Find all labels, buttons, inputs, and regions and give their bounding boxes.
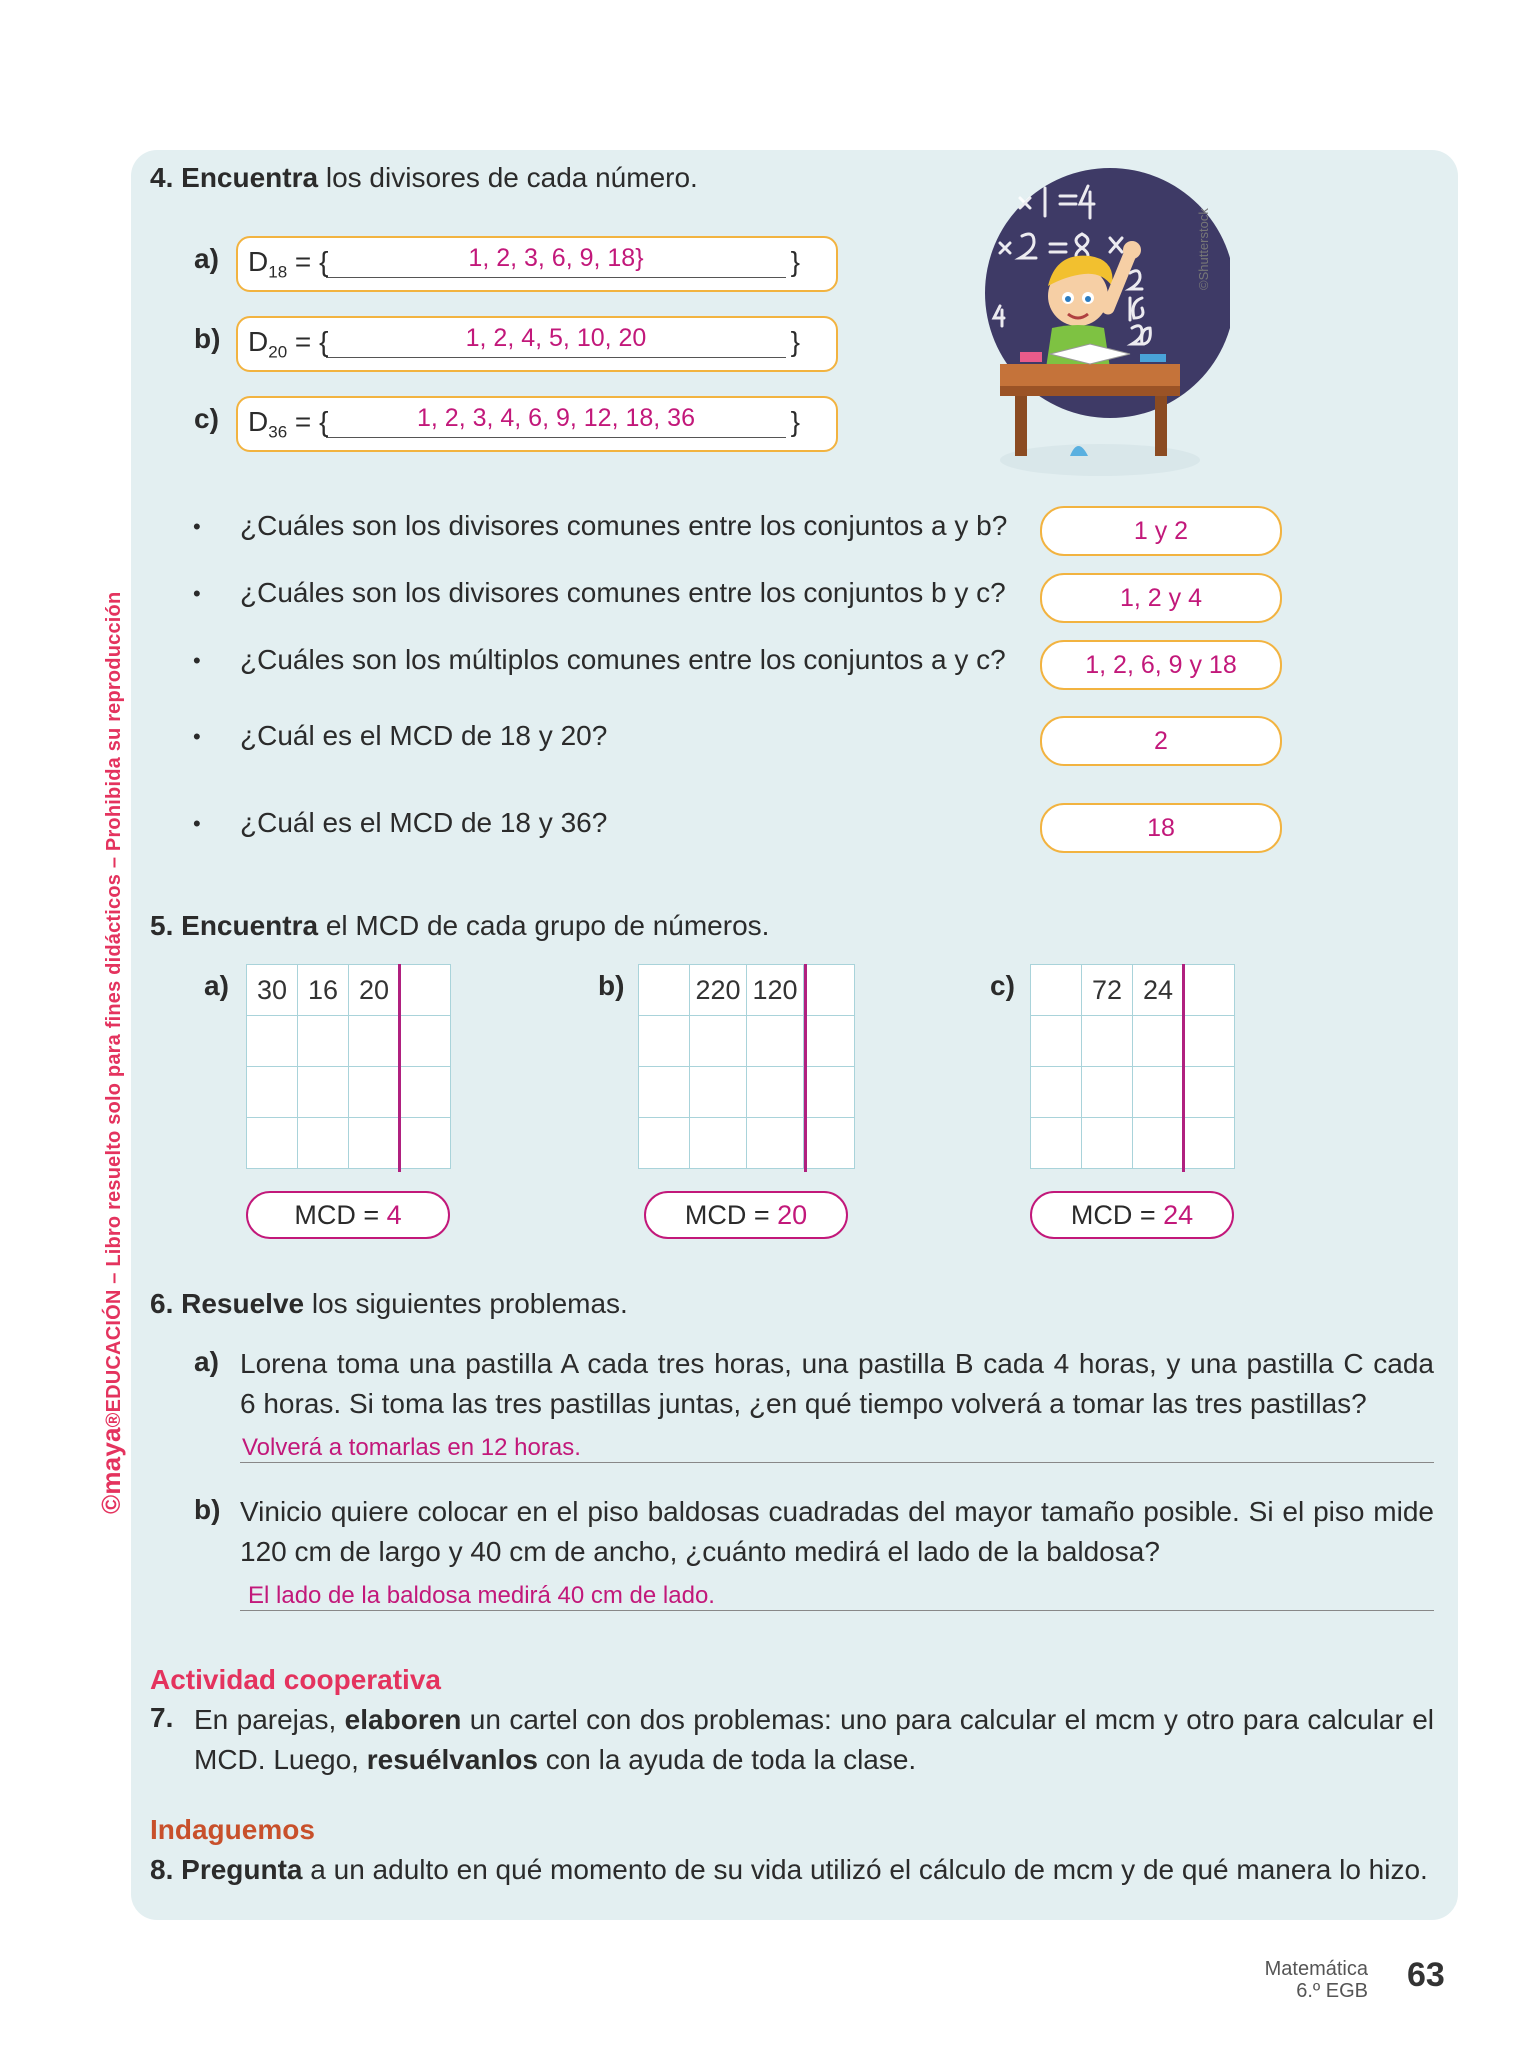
coop-line1: En parejas, elaboren un cartel con dos problemas: uno para calcular el mcm y otro para calcular el <box>194 1704 1435 1735</box>
inda-instruction: a un adulto en qué momento de su vida utilizó el cálculo de mcm y de qué manera lo hizo. <box>302 1854 1428 1885</box>
grid-b-cell[interactable]: 220 <box>690 965 747 1016</box>
mcd-a-value: 4 <box>386 1200 402 1230</box>
mcd-c-label: MCD = <box>1070 1200 1164 1230</box>
grid-cell[interactable] <box>298 1016 349 1067</box>
set-a-line <box>326 277 786 278</box>
grid-b[interactable] <box>638 964 855 1169</box>
grid-c[interactable] <box>1030 964 1235 1169</box>
brand-logo: ©maya <box>96 1427 126 1514</box>
ex5-instruction: el MCD de cada grupo de números. <box>318 910 770 941</box>
grid-cell[interactable] <box>639 1118 690 1169</box>
grid-a-letter: a) <box>204 970 229 1001</box>
question-3: ¿Cuáles son los múltiplos comunes entre los conjuntos a y c? <box>240 644 1006 675</box>
problem-a-answer-line <box>240 1462 1434 1463</box>
footer-subject: Matemática <box>1264 1958 1368 1980</box>
problem-b-letter: b) <box>194 1494 221 1525</box>
answer-5-field[interactable]: 18 <box>1040 803 1282 853</box>
grid-cell[interactable] <box>639 1067 690 1118</box>
grid-c-cell[interactable]: 72 <box>1082 965 1133 1016</box>
grid-a-divider <box>398 964 401 1172</box>
question-2: ¿Cuáles son los divisores comunes entre los conjuntos b y c? <box>240 577 1006 608</box>
problem-a-line1: Lorena toma una pastilla A cada tres horas, una pastilla B cada 4 horas, y una pastilla C cada <box>240 1348 1434 1379</box>
answer-1-field[interactable]: 1 y 2 <box>1040 506 1282 556</box>
grid-cell[interactable] <box>400 1118 451 1169</box>
grid-cell[interactable] <box>1184 1118 1235 1169</box>
mcd-a-label: MCD = <box>294 1200 387 1230</box>
set-b-field[interactable] <box>236 316 838 372</box>
inda-heading: Indaguemos <box>150 1814 315 1845</box>
set-a-label: $D_{18}$ = { <box>248 246 329 282</box>
problem-a-letter: a) <box>194 1346 219 1377</box>
question-4: ¿Cuál es el MCD de 18 y 20? <box>240 720 608 751</box>
mcd-c-field[interactable] <box>1030 1191 1234 1239</box>
grid-cell[interactable] <box>690 1067 747 1118</box>
page-number: 63 <box>1407 1956 1445 1994</box>
bullet: • <box>193 514 201 539</box>
ex4-instruction: los divisores de cada número. <box>318 162 698 193</box>
set-a-answer: 1, 2, 3, 6, 9, 18} <box>468 244 644 272</box>
set-c-line <box>326 437 786 438</box>
grid-cell[interactable] <box>1184 1016 1235 1067</box>
ex6-heading <box>150 1286 628 1322</box>
grid-c-cell[interactable] <box>1031 965 1082 1016</box>
grid-cell[interactable] <box>1082 1016 1133 1067</box>
grid-cell[interactable] <box>639 1016 690 1067</box>
problem-b-line1: Vinicio quiere colocar en el piso baldosas cuadradas del mayor tamaño posible. Si el piso mide <box>240 1496 1434 1527</box>
ex5-verb: Encuentra <box>181 910 319 941</box>
set-b-answer: 1, 2, 4, 5, 10, 20 <box>465 324 647 352</box>
ex5-heading <box>150 908 769 944</box>
grid-b-letter: b) <box>598 970 625 1001</box>
coop-line2: MCD. Luego, resuélvanlos con la ayuda de toda la clase. <box>194 1744 917 1775</box>
grid-b-divider <box>804 964 807 1172</box>
grid-cell[interactable] <box>690 1016 747 1067</box>
inda-line <box>150 1852 1428 1888</box>
bullet: • <box>193 648 201 673</box>
ex6-number: 6. <box>150 1288 174 1319</box>
grid-cell[interactable] <box>1031 1118 1082 1169</box>
mcd-b-label: MCD = <box>684 1200 778 1230</box>
footer-grade: 6.º EGB <box>1296 1980 1368 2002</box>
set-b-label: $D_{20}$ = { <box>248 326 329 362</box>
set-c-answer: 1, 2, 3, 4, 6, 9, 12, 18, 36 <box>417 404 695 432</box>
set-b-close: } <box>790 326 800 357</box>
grid-a[interactable] <box>246 964 451 1169</box>
set-a-letter: a) <box>194 243 219 274</box>
grid-a-cell[interactable]: 16 <box>298 965 349 1016</box>
ex6-verb: Resuelve <box>181 1288 305 1319</box>
question-1: ¿Cuáles son los divisores comunes entre los conjuntos a y b? <box>240 510 1008 541</box>
grid-cell[interactable] <box>747 1118 804 1169</box>
grid-cell[interactable] <box>690 1118 747 1169</box>
side-copyright <box>96 592 127 1514</box>
grid-cell[interactable] <box>247 1016 298 1067</box>
set-c-label: $D_{36}$ = { <box>248 406 329 442</box>
grid-cell[interactable] <box>804 1016 855 1067</box>
side-copyright-text: ®EDUCACIÓN – Libro resuelto solo para fines didácticos – Prohibida su reproducción <box>103 591 125 1428</box>
grid-b-cell[interactable] <box>639 965 690 1016</box>
ex4-number: 4. <box>150 162 174 193</box>
grid-a-cell[interactable] <box>400 965 451 1016</box>
grid-cell[interactable] <box>298 1118 349 1169</box>
set-a-field[interactable] <box>236 236 838 292</box>
grid-cell[interactable] <box>247 1118 298 1169</box>
bullet: • <box>193 581 201 606</box>
ex5-number: 5. <box>150 910 174 941</box>
grid-cell[interactable] <box>349 1016 400 1067</box>
problem-b-answer-line <box>240 1610 1434 1611</box>
grid-cell[interactable] <box>747 1016 804 1067</box>
question-5: ¿Cuál es el MCD de 18 y 36? <box>240 807 608 838</box>
problem-a-line2: 6 horas. Si toma las tres pastillas juntas, ¿en qué tiempo volverá a tomar las tres pastillas? <box>240 1388 1367 1419</box>
bullet: • <box>193 811 201 836</box>
grid-cell[interactable] <box>1133 1016 1184 1067</box>
grid-cell[interactable] <box>400 1067 451 1118</box>
grid-cell[interactable] <box>1082 1067 1133 1118</box>
grid-a-cell[interactable]: 30 <box>247 965 298 1016</box>
coop-number: 7. <box>150 1702 174 1733</box>
grid-b-cell[interactable] <box>804 965 855 1016</box>
grid-cell[interactable] <box>298 1067 349 1118</box>
grid-c-letter: c) <box>990 970 1015 1001</box>
image-credit <box>1196 180 1216 290</box>
inda-number: 8. <box>150 1854 174 1885</box>
grid-b-cell[interactable]: 120 <box>747 965 804 1016</box>
grid-cell[interactable] <box>804 1067 855 1118</box>
ex4-heading <box>150 160 698 196</box>
set-b-letter: b) <box>194 323 221 354</box>
answer-4-field[interactable]: 2 <box>1040 716 1282 766</box>
set-c-field[interactable] <box>236 396 838 452</box>
grid-cell[interactable] <box>1184 1067 1235 1118</box>
mcd-a-field[interactable] <box>246 1191 450 1239</box>
image-credit-text: ©Shutterstock <box>1196 208 1211 290</box>
grid-cell[interactable] <box>747 1067 804 1118</box>
set-b-line <box>326 357 786 358</box>
set-c-letter: c) <box>194 403 219 434</box>
problem-a-answer[interactable]: Volverá a tomarlas en 12 horas. <box>242 1434 581 1461</box>
ex4-verb: Encuentra <box>181 162 319 193</box>
coop-heading: Actividad cooperativa <box>150 1664 441 1695</box>
mcd-b-field[interactable] <box>644 1191 848 1239</box>
set-c-close: } <box>790 406 800 437</box>
grid-cell[interactable] <box>400 1016 451 1067</box>
student-illustration <box>960 168 1230 478</box>
grid-cell[interactable] <box>1082 1118 1133 1169</box>
problem-b-answer[interactable]: El lado de la baldosa medirá 40 cm de lado. <box>248 1582 715 1609</box>
bullet: • <box>193 724 201 749</box>
ex6-instruction: los siguientes problemas. <box>304 1288 628 1319</box>
grid-a-cell[interactable]: 20 <box>349 965 400 1016</box>
answer-3-field[interactable]: 1, 2, 6, 9 y 18 <box>1040 640 1282 690</box>
grid-cell[interactable] <box>1031 1067 1082 1118</box>
mcd-b-value: 20 <box>777 1200 808 1230</box>
mcd-c-value: 24 <box>1163 1200 1194 1230</box>
grid-cell[interactable] <box>349 1118 400 1169</box>
grid-cell[interactable] <box>1133 1118 1184 1169</box>
grid-c-cell[interactable] <box>1184 965 1235 1016</box>
grid-cell[interactable] <box>1031 1016 1082 1067</box>
inda-verb: Pregunta <box>181 1854 303 1885</box>
answer-2-field[interactable]: 1, 2 y 4 <box>1040 573 1282 623</box>
grid-c-cell[interactable]: 24 <box>1133 965 1184 1016</box>
grid-cell[interactable] <box>247 1067 298 1118</box>
set-a-close: } <box>790 246 800 277</box>
grid-cell[interactable] <box>804 1118 855 1169</box>
problem-b-line2: 120 cm de largo y 40 cm de ancho, ¿cuánto medirá el lado de la baldosa? <box>240 1536 1160 1567</box>
grid-c-divider <box>1182 964 1185 1172</box>
grid-cell[interactable] <box>1133 1067 1184 1118</box>
grid-cell[interactable] <box>349 1067 400 1118</box>
